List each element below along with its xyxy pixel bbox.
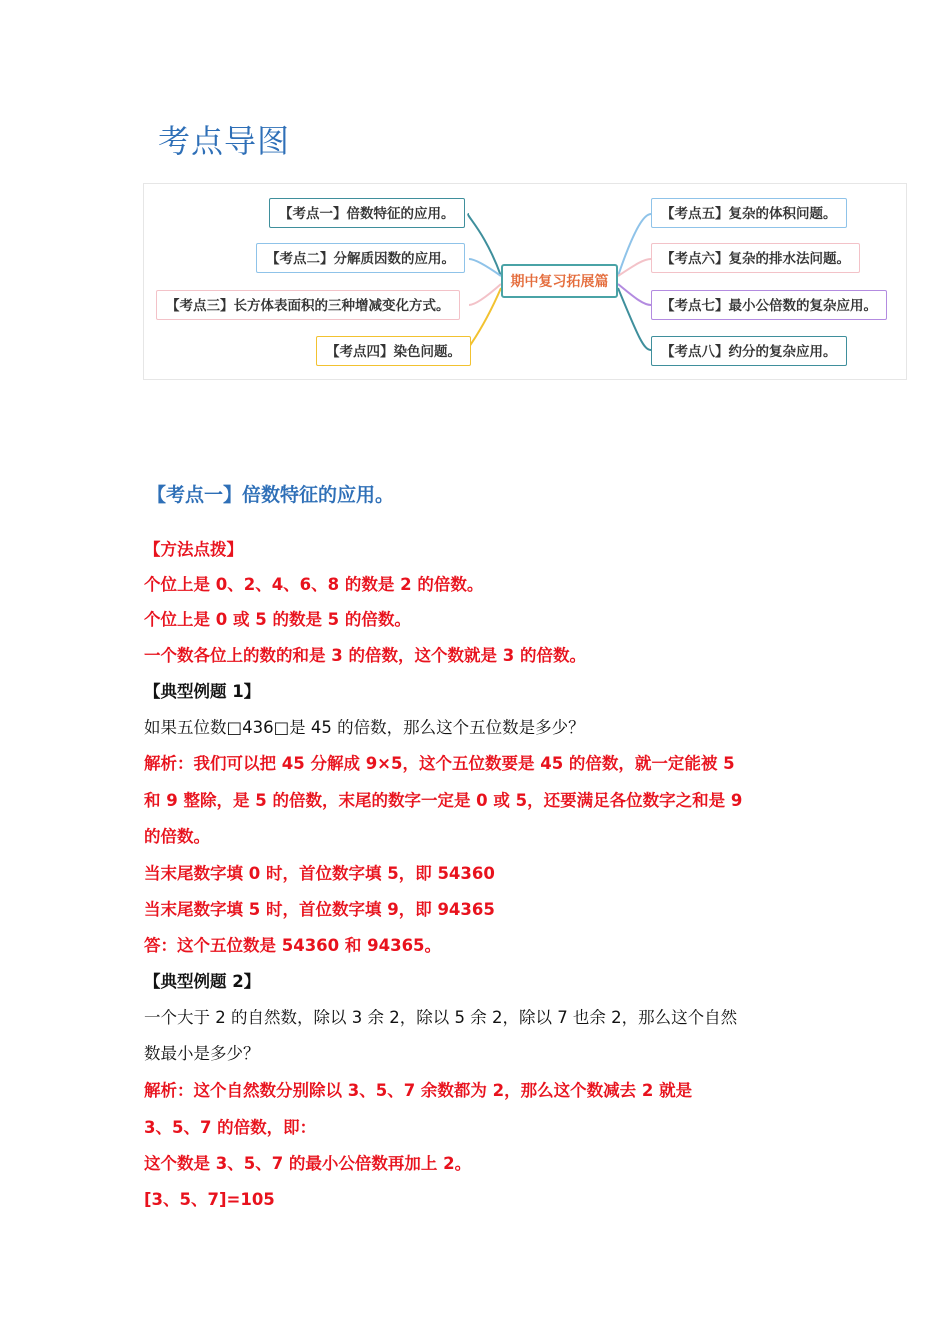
text-line: 数最小是多少？	[144, 1044, 260, 1063]
text-line: 【典型例题 2】	[144, 972, 261, 991]
text-line: 个位上是 0、2、4、6、8 的数是 2 的倍数。	[144, 575, 484, 594]
text-line: 【典型例题 1】	[144, 682, 261, 701]
text-line: 解析：我们可以把 45 分解成 9×5，这个五位数要是 45 的倍数，就一定能被 5	[144, 754, 735, 773]
connector-left-1	[468, 214, 501, 276]
node-left-2: 【考点二】分解质因数的应用。	[256, 243, 465, 273]
text-line: 当末尾数字填 0 时，首位数字填 5，即 54360	[144, 864, 495, 883]
text-line: 3、5、7 的倍数，即：	[144, 1118, 317, 1137]
text-line: 一个大于 2 的自然数，除以 3 余 2，除以 5 余 2，除以 7 也余 2，那么这个自然	[144, 1008, 738, 1027]
node-right-4: 【考点八】约分的复杂应用。	[651, 336, 847, 366]
page-title: 考点导图	[158, 122, 291, 160]
text-line: 解析：这个自然数分别除以 3、5、7 余数都为 2，那么这个数减去 2 就是	[144, 1081, 693, 1100]
connector-left-3	[469, 284, 501, 305]
text-line: 这个数是 3、5、7 的最小公倍数再加上 2。	[144, 1154, 472, 1173]
node-left-4: 【考点四】染色问题。	[316, 336, 471, 366]
text-line: 当末尾数字填 5 时，首位数字填 9，即 94365	[144, 900, 495, 919]
connector-right-1	[618, 214, 651, 276]
node-right-3: 【考点七】最小公倍数的复杂应用。	[651, 290, 887, 320]
text-line: 的倍数。	[144, 827, 210, 846]
node-left-1: 【考点一】倍数特征的应用。	[269, 198, 465, 228]
text-line: 个位上是 0 或 5 的数是 5 的倍数。	[144, 610, 411, 629]
text-line: 和 9 整除，是 5 的倍数，末尾的数字一定是 0 或 5，还要满足各位数字之和是 9	[144, 791, 743, 810]
node-right-1: 【考点五】复杂的体积问题。	[651, 198, 847, 228]
mindmap-center: 期中复习拓展篇	[501, 264, 618, 298]
text-line: 一个数各位上的数的和是 3 的倍数，这个数就是 3 的倍数。	[144, 646, 586, 665]
node-left-3: 【考点三】长方体表面积的三种增减变化方式。	[156, 290, 460, 320]
node-right-2: 【考点六】复杂的排水法问题。	[651, 243, 860, 273]
text-line: 【方法点拨】	[144, 540, 243, 559]
text-line: 答：这个五位数是 54360 和 94365。	[144, 936, 442, 955]
section-title: 【考点一】倍数特征的应用。	[147, 484, 395, 506]
text-line: [3、5、7]=105	[144, 1190, 275, 1209]
mindmap	[143, 183, 907, 380]
text-line: 如果五位数□436□是 45 的倍数，那么这个五位数是多少？	[144, 718, 585, 737]
